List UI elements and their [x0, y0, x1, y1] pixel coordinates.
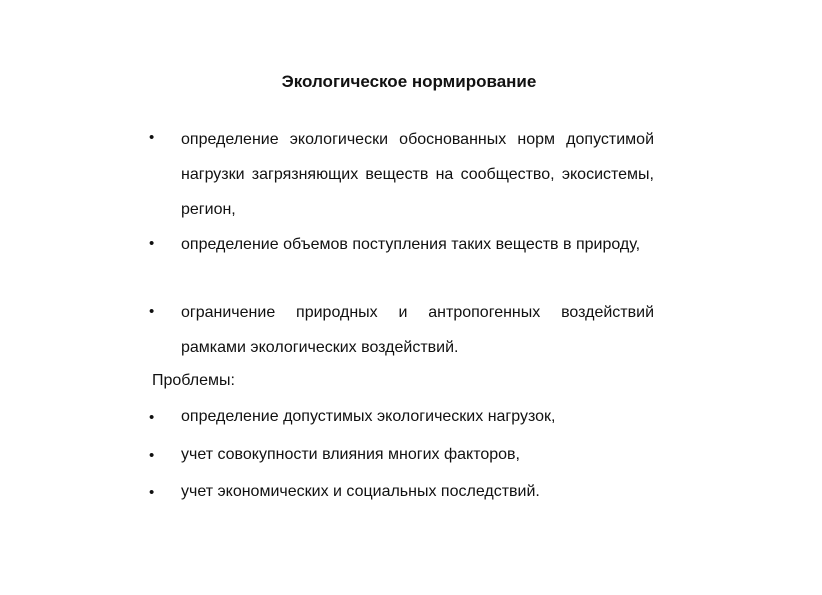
page-title: Экологическое нормирование	[281, 72, 537, 91]
task-item-3: ограничение природных и антропогенных воздействий рамками экологических воздействий.	[181, 304, 654, 356]
bullet-marker: •	[149, 484, 155, 501]
problem-item-1: определение допустимых экологических нагрузок,	[181, 408, 556, 425]
bullet-marker: •	[149, 303, 155, 320]
bullet-marker: •	[149, 447, 155, 464]
bullet-marker: •	[149, 409, 155, 426]
bullet-marker: •	[149, 129, 155, 146]
task-item-2: определение объемов поступления таких веществ в природу,	[181, 236, 641, 253]
task-item-1: определение экологически обоснованных норм допустимой нагрузки загрязняющих веществ на сообщество, экосистемы, регион,	[181, 131, 654, 218]
bullet-marker: •	[149, 235, 155, 252]
problem-item-2: учет совокупности влияния многих факторов,	[181, 446, 520, 463]
problems-heading: Проблемы:	[152, 372, 235, 389]
problem-item-3: учет экономических и социальных последствий.	[181, 483, 540, 500]
